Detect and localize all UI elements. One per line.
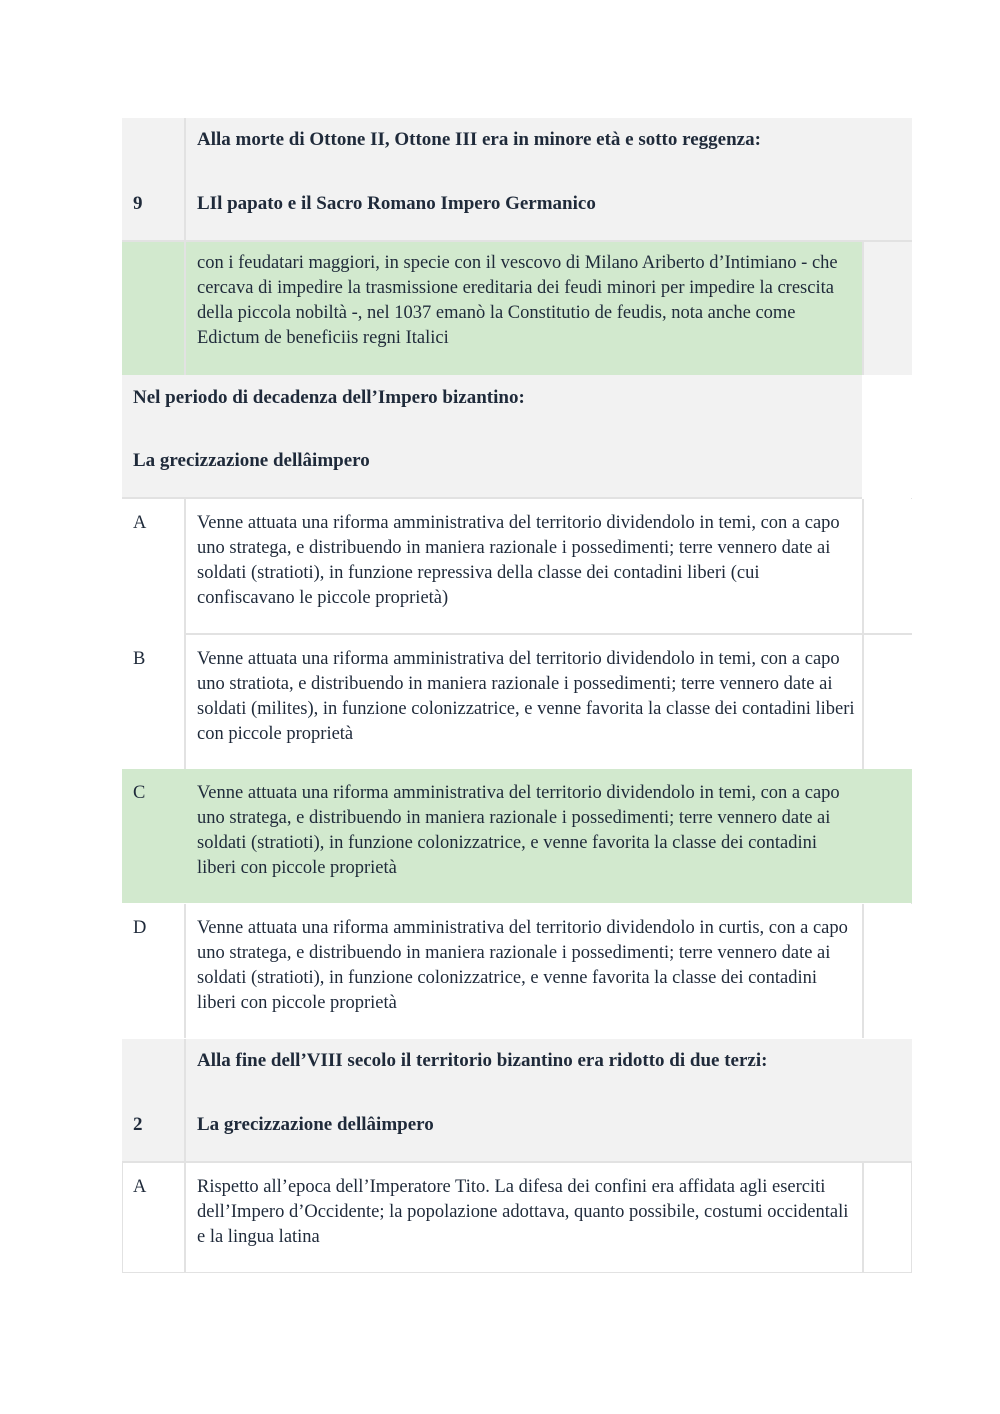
question-topic: La grecizzazione dellâimpero (133, 450, 370, 471)
option-text-cell (184, 769, 862, 903)
option-row-a (122, 499, 912, 634)
question-text: Alla morte di Ottone II, Ottone III era in minore età e sotto reggenza: (197, 129, 761, 150)
option-letter: A (133, 513, 147, 533)
option-letter-cell (122, 1163, 184, 1273)
question-row-bizantino (122, 375, 862, 497)
question-number-cell (122, 118, 184, 240)
option-end-cell (862, 635, 912, 769)
option-text: Venne attuata una riforma amministrativa del territorio dividendolo in curtis, con a capo uno stratega, e distribuendo in maniera razionale i possedimenti; terre vennero date ai soldati (stratioti), in funzione colonizzatrice, e venne favorita la classe dei contadini liberi con piccole proprietà (197, 918, 848, 1013)
question-number: 2 (133, 1114, 143, 1135)
option-text: Venne attuata una riforma amministrativa del territorio dividendolo in temi, con a capo uno stratiota, e distribuendo in maniera razionale i possedimenti; terre vennero date ai soldati (milites), in funzione colonizzatrice, e venne favorita la classe dei contadini liberi con piccole proprietà (197, 649, 855, 744)
option-text-cell (184, 1163, 862, 1273)
question-topic: La grecizzazione dellâimpero (197, 1114, 434, 1135)
option-letter-cell (122, 769, 184, 903)
question-text-cell (184, 1039, 874, 1161)
question-number: 9 (133, 193, 143, 214)
option-end-cell (862, 904, 912, 1038)
option-letter: C (133, 783, 146, 803)
option-letter-cell (122, 635, 184, 769)
option-letter-cell (122, 499, 184, 634)
option-text: Rispetto all’epoca dell’Imperatore Tito. La difesa dei confini era affidata agli eserciti dell’Impero d’Occidente; la popolazione adottava, quanto possibile, costumi occidentali e la lingua latina (197, 1177, 849, 1247)
option-letter: D (133, 918, 147, 938)
answer-text: con i feudatari maggiori, in specie con il vescovo di Milano Ariberto d’Intimiano - che cercava di impedire la trasmissione ereditaria dei feudi minori per impedire la crescita della piccola nobiltà -, nel 1037 emanò la Constitutio de feudis, nota anche come Edictum de beneficiis regni Italici (197, 253, 838, 348)
question-number-cell (122, 1039, 184, 1161)
question-row-9 (122, 118, 912, 240)
option-row-d (122, 904, 912, 1038)
option-end-cell (862, 499, 912, 634)
answer-row-correct (122, 242, 912, 375)
option-row-c-correct (122, 769, 912, 903)
question-text: Nel periodo di decadenza dell’Impero bizantino: (133, 387, 525, 408)
option-text: Venne attuata una riforma amministrativa del territorio dividendolo in temi, con a capo uno stratega, e distribuendo in maniera razionale i possedimenti; terre vennero date ai soldati (stratioti), in funzione repressiva della classe dei contadini liberi (cui confiscavano le piccole proprietà) (197, 513, 840, 608)
question-topic: LIl papato e il Sacro Romano Impero Germanico (197, 193, 596, 214)
question-text-cell (184, 118, 874, 240)
option-row-a (122, 1163, 912, 1273)
option-end-cell (862, 769, 912, 903)
option-end-cell (862, 1163, 912, 1273)
question-text: Alla fine dell’VIII secolo il territorio bizantino era ridotto di due terzi: (197, 1050, 768, 1071)
option-text: Venne attuata una riforma amministrativa del territorio dividendolo in temi, con a capo uno stratega, e distribuendo in maniera razionale i possedimenti; terre vennero date ai soldati (stratioti), in funzione colonizzatrice, e venne favorita la classe dei contadini liberi con piccole proprietà (197, 783, 840, 878)
option-letter: A (133, 1177, 147, 1197)
option-row-b (122, 635, 912, 769)
option-text-cell (184, 904, 862, 1038)
answer-end-cell (862, 242, 912, 375)
option-text-cell (184, 635, 862, 769)
answer-text-cell (184, 242, 862, 375)
option-text-cell (184, 499, 862, 634)
question-row-2 (122, 1039, 912, 1161)
option-letter: B (133, 649, 146, 669)
answer-letter-cell (122, 242, 184, 375)
option-letter-cell (122, 904, 184, 1038)
